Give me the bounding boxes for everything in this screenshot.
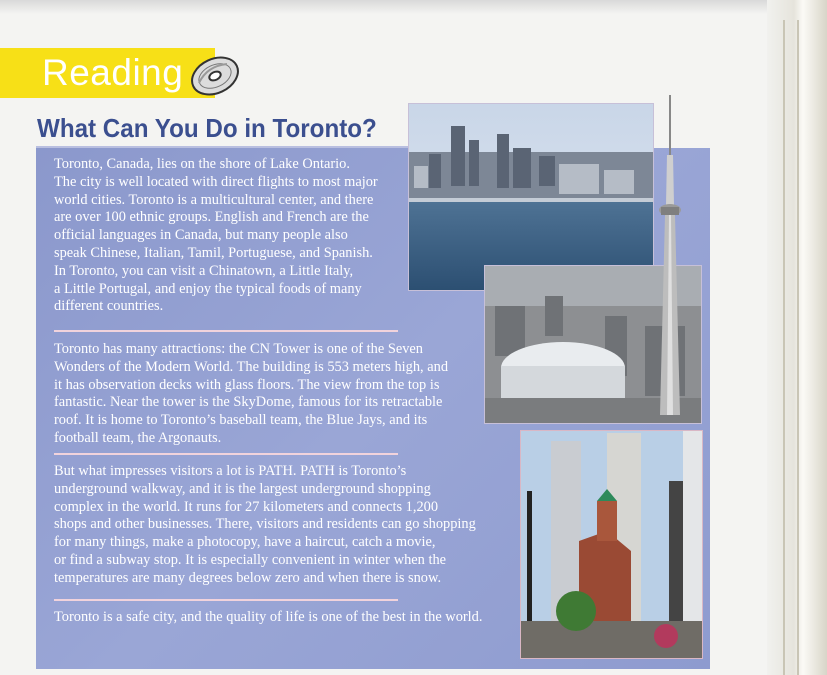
section-tab-label: Reading: [42, 52, 184, 93]
divider: [54, 599, 398, 601]
cd-icon: [189, 56, 241, 96]
paragraph-path: But what impresses visitors a lot is PATH. PATH is Toronto’s underground walkway, and it is the largest underground shopping complex in the world. It runs for 27 kilometers and connects 1,200 shops and other businesses. There, visitors and residents can go shopping for many things, make a photocopy, have a haircut, catch a movie, or find a subway stop. It is especially convenient in winter when the temperatures are many degrees below zero and when there is snow.: [54, 463, 476, 586]
page-title: What Can You Do in Toronto?: [37, 113, 377, 143]
divider: [54, 330, 398, 332]
page-top-shadow: [0, 0, 827, 14]
divider: [54, 453, 398, 455]
paragraph-attractions: Toronto has many attractions: the CN Tower is one of the Seven Wonders of the Modern World. The building is 553 meters high, and it has observation decks with glass floors. The view from the top is fantastic. Near the tower is the SkyDome, famous for its retractable roof. It is home to Toronto’s baseball team, the Blue Jays, and its football team, the Argonauts.: [54, 341, 449, 446]
book-binding: [767, 0, 827, 675]
binding-line: [797, 20, 799, 675]
paragraph-intro: Toronto, Canada, lies on the shore of Lake Ontario. The city is well located with direct flights to most major world cities. Toronto is a multicultural center, and there are over 100 ethnic groups. English and French are the official languages in Canada, but many people also speak Chinese, Italian, Tamil, Portuguese, and Spanish. In Toronto, you can visit a Chinatown, a Little Italy, a Little Portugal, and enjoy the typical foods of many different countries.: [54, 156, 378, 315]
photo-skyline-waterfront: [408, 103, 654, 291]
cn-tower-image: [650, 95, 690, 415]
paragraph-safety: Toronto is a safe city, and the quality of life is one of the best in the world.: [54, 609, 483, 625]
binding-line: [783, 20, 785, 675]
photo-downtown-street: [520, 430, 703, 659]
